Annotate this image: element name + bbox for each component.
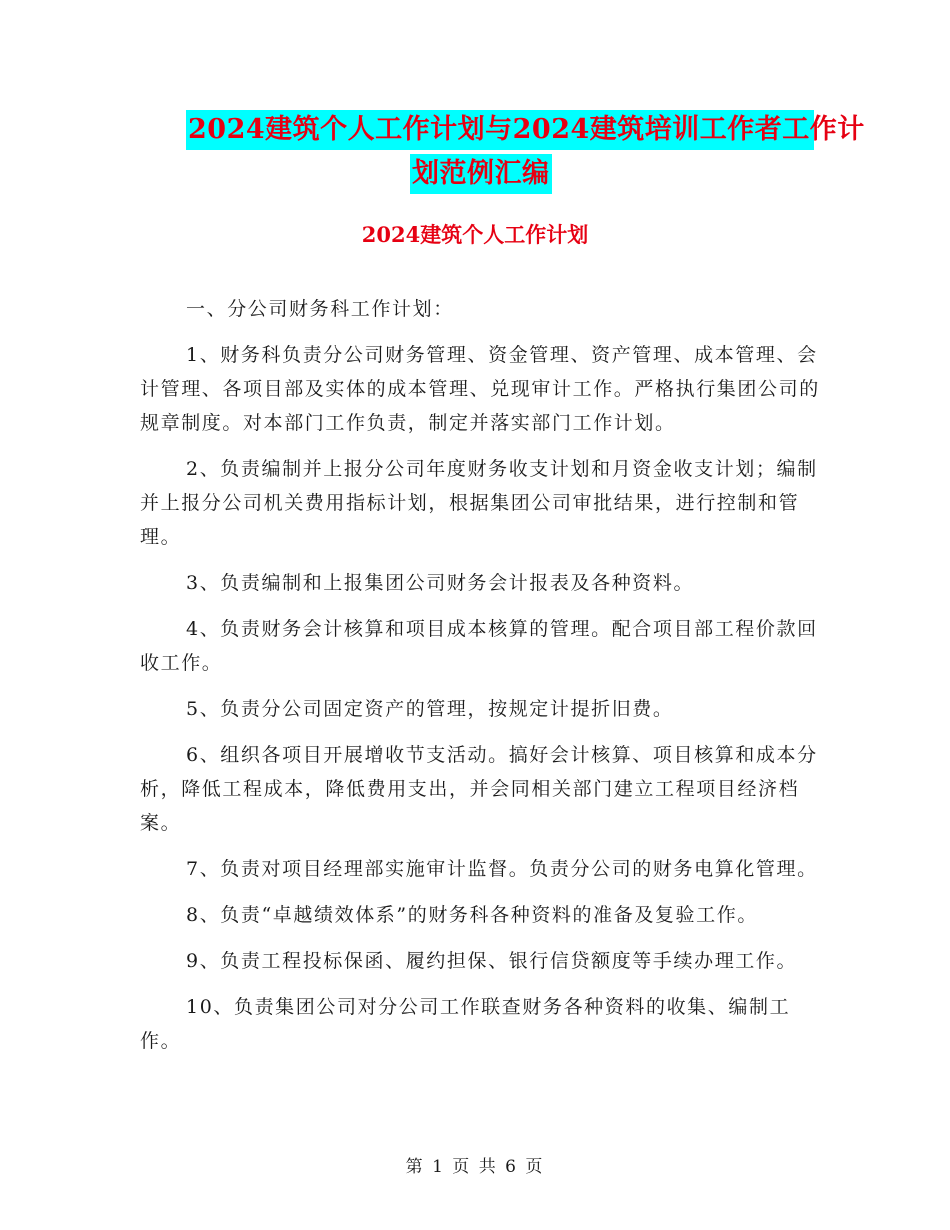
title-line-1: 2024建筑个人工作计划与2024建筑培训工作者工作计 [186,110,814,150]
paragraph: 10、负责集团公司对分公司工作联查财务各种资料的收集、编制工作。 [140,996,791,1052]
paragraph: 2、负责编制并上报分公司年度财务收支计划和月资金收支计划；编制并上报分公司机关费用指标计划，根据集团公司审批结果，进行控制和管理。 [140,458,818,548]
paragraph: 9、负责工程投标保函、履约担保、银行信贷额度等手续办理工作。 [186,950,798,972]
paragraph: 4、负责财务会计核算和项目成本核算的管理。配合项目部工程价款回收工作。 [140,618,818,674]
document-body [140,292,820,1070]
title-line-2: 划范例汇编 [410,154,552,194]
paragraph: 1、财务科负责分公司财务管理、资金管理、资产管理、成本管理、会计管理、各项目部及实体的成本管理、兑现审计工作。严格执行集团公司的规章制度。对本部门工作负责，制定并落实部门工作计划。 [140,344,820,434]
section-heading: 2024建筑个人工作计划 [361,222,589,247]
paragraph: 8、负责“卓越绩效体系”的财务科各种资料的准备及复验工作。 [186,904,758,926]
paragraph: 一、分公司财务科工作计划： [186,298,454,320]
page-number-footer: 第 1 页 共 6 页 [405,1157,545,1177]
paragraph: 5、负责分公司固定资产的管理，按规定计提折旧费。 [186,698,674,720]
paragraph: 3、负责编制和上报集团公司财务会计报表及各种资料。 [186,572,695,594]
paragraph: 6、组织各项目开展增收节支活动。搞好会计核算、项目核算和成本分析，降低工程成本，降低费用支出，并会同相关部门建立工程项目经济档案。 [140,744,818,834]
paragraph: 7、负责对项目经理部实施审计监督。负责分公司的财务电算化管理。 [186,858,818,880]
